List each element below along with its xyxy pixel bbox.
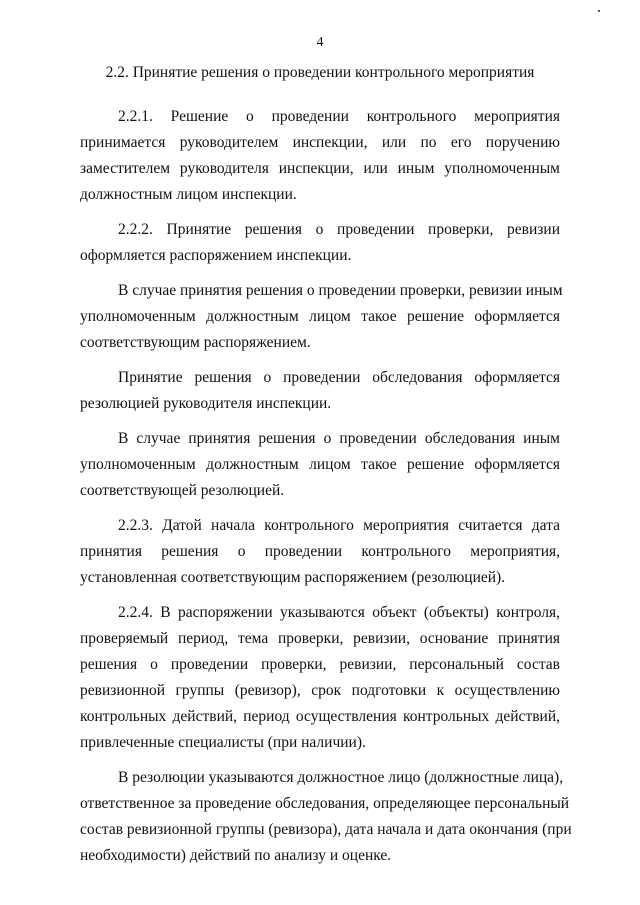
document-body (80, 104, 572, 878)
text-line: ревизионной группы (ревизор), срок подготовки к осуществлению (80, 682, 560, 699)
text-line: решения о проведении проверки, ревизии, персональный состав (80, 656, 560, 673)
paragraph-resolution-contents (80, 765, 572, 869)
text-line: должностным лицом инспекции. (80, 186, 297, 203)
text-line: В резолюции указываются должностное лицо (должностные лица), (118, 769, 564, 786)
section-heading: 2.2. Принятие решения о проведении контрольного мероприятия (105, 64, 535, 81)
text-line: ответственное за проведение обследования, определяющее персональный (80, 795, 570, 812)
text-line: уполномоченным должностным лицом такое решение оформляется (80, 456, 560, 473)
text-line: необходимости) действий по анализу и оценке. (80, 847, 392, 864)
text-line: резолюцией руководителя инспекции. (80, 395, 332, 412)
text-line: оформляется распоряжением инспекции. (80, 247, 352, 264)
paragraph-2-2-1 (80, 104, 560, 208)
text-line: 2.2.4. В распоряжении указываются объект (объекты) контроля, (118, 604, 560, 621)
text-line: уполномоченным должностным лицом такое решение оформляется (80, 308, 560, 325)
text-line: соответствующей резолюцией. (80, 482, 285, 499)
page-number: 4 (316, 35, 324, 50)
text-line: соответствующим распоряжением. (80, 334, 311, 351)
paragraph-2-2-4 (80, 600, 560, 756)
text-line: Принятие решения о проведении обследования оформляется (118, 369, 560, 386)
paragraph-2-2-2 (80, 217, 560, 269)
paragraph-2-2-3 (80, 513, 560, 591)
text-line: контрольных действий, период осуществления контрольных действий, (80, 708, 560, 725)
text-line: В случае принятия решения о проведении обследования иным (118, 430, 560, 447)
paragraph-survey-decision (80, 365, 560, 417)
text-line: 2.2.1. Решение о проведении контрольного мероприятия (118, 108, 560, 125)
text-line: принимается руководителем инспекции, или по его поручению (80, 134, 560, 151)
scan-speck (598, 10, 600, 12)
paragraph-inspection-order (80, 278, 563, 356)
text-line: 2.2.2. Принятие решения о проведении проверки, ревизии (118, 221, 560, 238)
text-line: привлеченные специалисты (при наличии). (80, 734, 366, 751)
text-line: заместителем руководителя инспекции, или иным уполномоченным (80, 160, 560, 177)
text-line: принятия решения о проведении контрольного мероприятия, (80, 543, 560, 560)
text-line: проверяемый период, тема проверки, ревизии, основание принятия (80, 630, 560, 647)
text-line: состав ревизионной группы (ревизора), дата начала и дата окончания (при (80, 821, 572, 838)
text-line: В случае принятия решения о проведении проверки, ревизии иным (118, 282, 563, 299)
text-line: 2.2.3. Датой начала контрольного мероприятия считается дата (118, 517, 560, 534)
paragraph-survey-resolution (80, 426, 560, 504)
text-line: установленная соответствующим распоряжением (резолюцией). (80, 569, 506, 586)
